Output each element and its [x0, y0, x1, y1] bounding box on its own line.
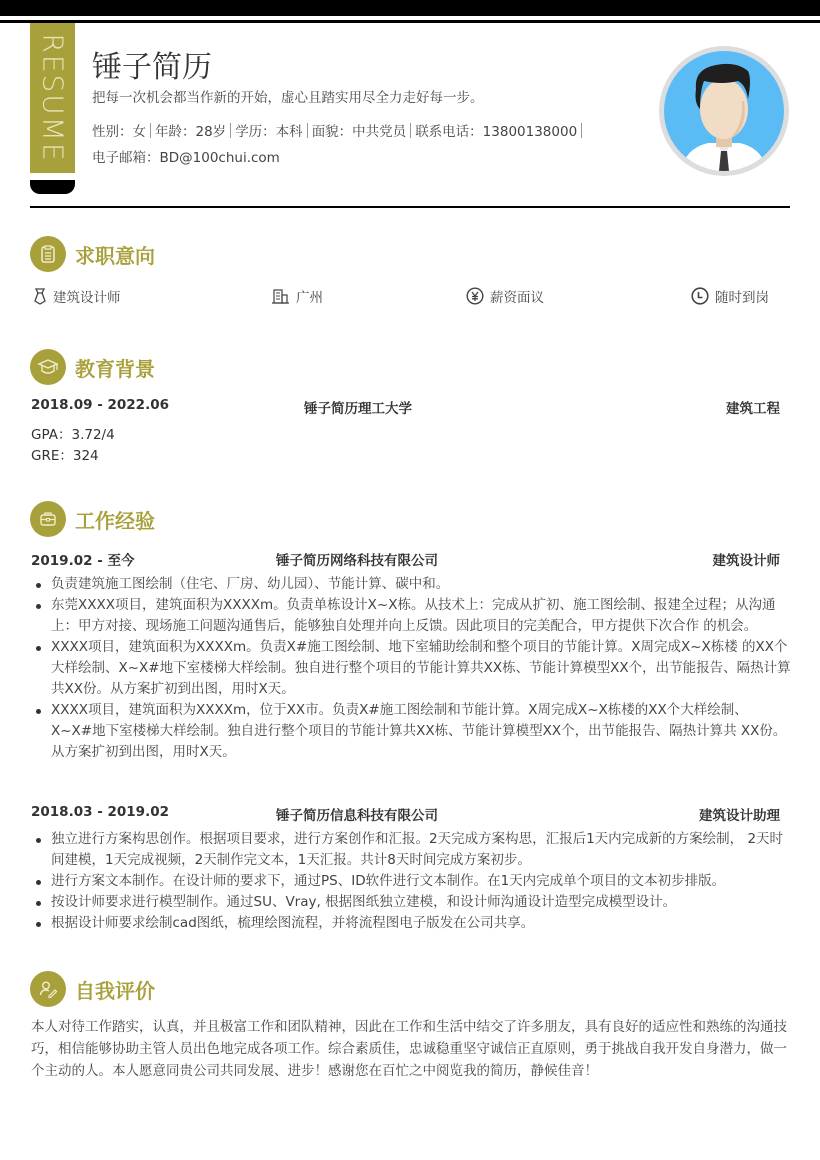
- list-item: 负责建筑施工图绘制（住宅、厂房、幼儿园）、节能计算、碳中和。: [31, 574, 791, 595]
- job-period: 2019.02 - 至今: [31, 553, 135, 569]
- intent-salary: [466, 286, 544, 306]
- clipboard-icon: [30, 236, 66, 272]
- info-age: 年龄：28岁: [155, 124, 227, 140]
- job-company: 锤子简历信息科技有限公司: [276, 808, 438, 824]
- section-header-self-eval: [30, 971, 155, 1007]
- job-company: 锤子简历网络科技有限公司: [276, 553, 438, 569]
- job-role: 建筑设计助理: [699, 808, 780, 824]
- info-gender: 性别：女: [92, 124, 146, 140]
- user-edit-icon: [30, 971, 66, 1007]
- top-divider: [0, 20, 820, 23]
- resume-badge-label: RESUME: [36, 33, 69, 163]
- intent-label: 薪资面议: [490, 290, 544, 306]
- education-major: 建筑工程: [726, 401, 780, 417]
- tie-icon: [33, 287, 47, 305]
- avatar-icon: [664, 51, 784, 171]
- job-duties: [31, 829, 791, 934]
- resume-badge: [30, 23, 75, 173]
- job-duties: [31, 574, 791, 763]
- list-item: 进行方案文本制作。在设计师的要求下，通过PS、ID软件进行文本制作。在1天内完成单个项目的文本初步排版。: [31, 871, 791, 892]
- info-phone: 联系电话：13800138000: [415, 124, 578, 140]
- job-period: 2018.03 - 2019.02: [31, 804, 169, 820]
- list-item: 根据设计师要求绘制cad图纸，梳理绘图流程，并将流程图电子版发在公司共享。: [31, 913, 791, 934]
- separator: [150, 123, 151, 138]
- separator: [230, 123, 231, 138]
- candidate-name: 锤子简历: [92, 50, 212, 85]
- separator: [307, 123, 308, 138]
- section-header-work: [30, 501, 155, 537]
- list-item: 东莞XXXX项目，建筑面积为XXXXm。负责单栋设计X~X栋。从技术上：完成从扩初、施工图绘制、报建全过程；从沟通上：甲方对接、现场施工问题沟通售后，能够独自处理并向上反馈。因此项目的完美配合，甲方提供下次合作 的机会。: [31, 595, 791, 637]
- motto: 把每一次机会都当作新的开始，虚心且踏实用尽全力走好每一步。: [92, 90, 484, 106]
- resume-badge-cap: [30, 180, 75, 194]
- section-title: 求职意向: [75, 243, 155, 268]
- info-email: 电子邮箱：BD@100chui.com: [92, 150, 280, 166]
- self-evaluation-text: 本人对待工作踏实，认真，并且极富工作和团队精神，因此在工作和生活中结交了许多朋友，具有良好的适应性和熟练的沟通技巧，相信能够协助主管人员出色地完成各项工作。综合素质佳，忠诚稳重坚守诚信正直原则，勇于挑战自我开发自身潜力，做一个主动的人。本人愿意同贵公司共同发展、进步！感谢您在百忙之中阅览我的简历，静候佳音！: [31, 1019, 787, 1079]
- personal-info: [92, 120, 586, 140]
- education-period: 2018.09 - 2022.06: [31, 397, 169, 413]
- header-divider: [30, 206, 790, 208]
- section-title: 工作经验: [75, 508, 155, 533]
- education-gpa: GPA：3.72/4: [31, 427, 115, 443]
- list-item: 独立进行方案构思创作。根据项目要求，进行方案创作和汇报。2天完成方案构思，汇报后1天内完成新的方案绘制， 2天时间建模，1天完成视频，2天制作完文本，1天汇报。共计8天时间完成方案初步。: [31, 829, 791, 871]
- job-intent-row: [33, 286, 793, 306]
- intent-position: [33, 286, 121, 306]
- education-school: 锤子简历理工大学: [304, 401, 412, 417]
- list-item: XXXX项目，建筑面积为XXXXm，位于XX市。负责X#施工图绘制和节能计算。X周完成X~X栋楼的XX个大样绘制、 X~X#地下室楼梯大样绘制。独自进行整个项目的节能计算共XX栋、节能计算模型XX个，出节能报告、隔热计算共 XX份。从方案扩初到出图，用时X天。: [31, 700, 791, 763]
- clock-icon: [691, 287, 709, 305]
- section-header-intent: [30, 236, 155, 272]
- separator: [410, 123, 411, 138]
- education-gre: GRE：324: [31, 448, 99, 464]
- list-item: 按设计师要求进行模型制作。通过SU、Vray, 根据图纸独立建模，和设计师沟通设计造型完成模型设计。: [31, 892, 791, 913]
- job-role: 建筑设计师: [712, 553, 780, 569]
- section-header-education: [30, 349, 155, 385]
- list-item: XXXX项目，建筑面积为XXXXm。负责X#施工图绘制、地下室辅助绘制和整个项目的节能计算。X周完成X~X栋楼 的XX个大样绘制、X~X#地下室楼梯大样绘制。独自进行整个项目的节能计算共XX栋、节能计算模型XX个，出节能报告、隔热计算共XX份。从方案扩初到出图，用时X天。: [31, 637, 791, 700]
- building-icon: [272, 288, 290, 304]
- briefcase-icon: [30, 501, 66, 537]
- intent-label: 广州: [296, 290, 323, 306]
- separator: [581, 123, 582, 138]
- intent-location: [272, 286, 323, 306]
- avatar: [659, 46, 789, 176]
- info-education: 学历：本科: [235, 124, 303, 140]
- info-political: 面貌：中共党员: [311, 124, 407, 140]
- yen-icon: [466, 287, 484, 305]
- section-title: 自我评价: [75, 978, 155, 1003]
- top-bar: [0, 0, 820, 16]
- intent-label: 随时到岗: [715, 290, 769, 306]
- graduation-cap-icon: [30, 349, 66, 385]
- intent-label: 建筑设计师: [53, 290, 121, 306]
- section-title: 教育背景: [75, 356, 155, 381]
- intent-availability: [691, 286, 769, 306]
